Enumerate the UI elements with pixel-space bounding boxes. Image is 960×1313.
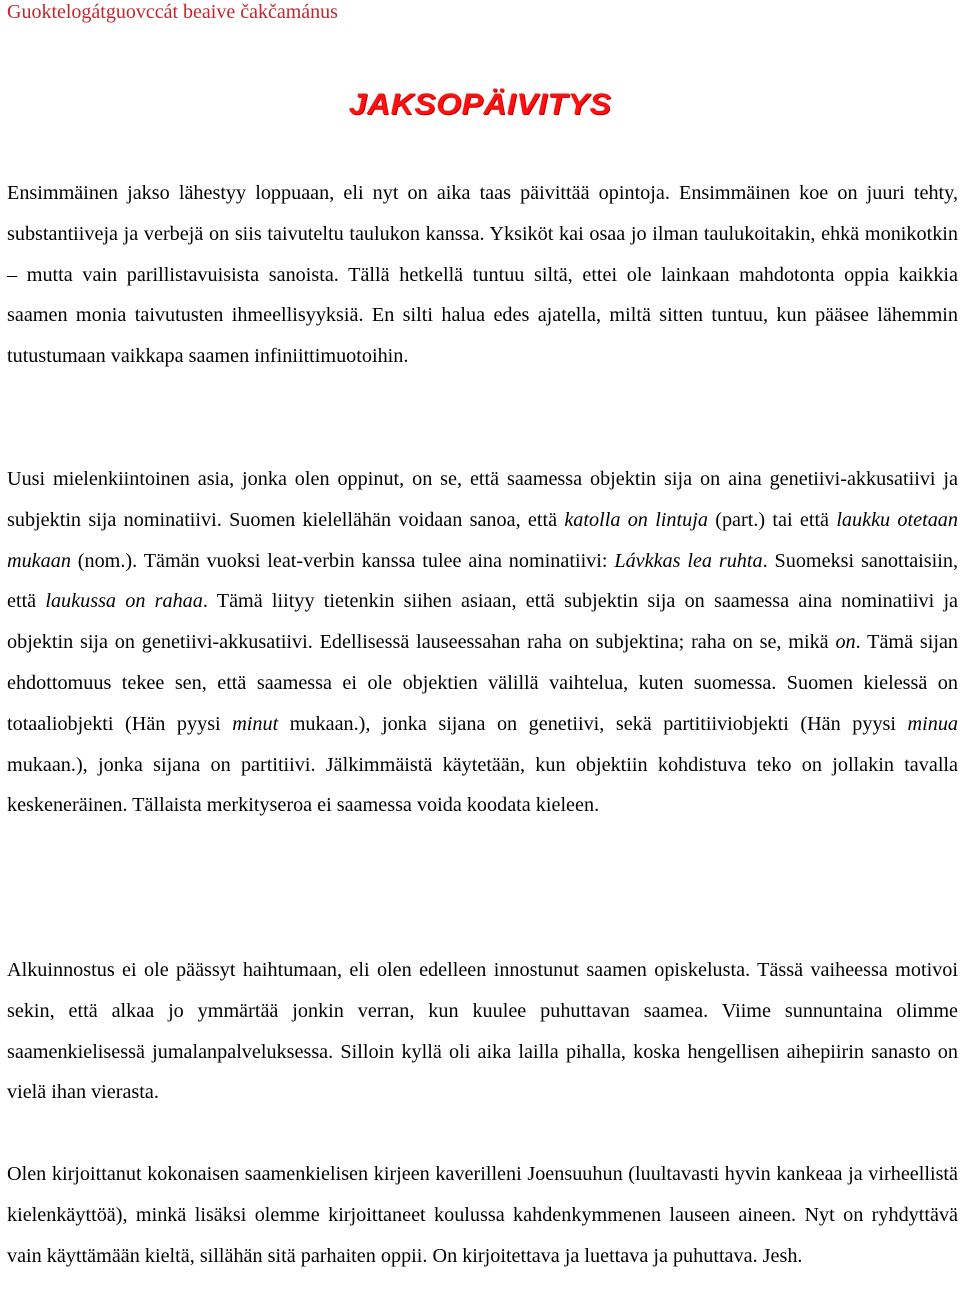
- example-phrase: Lávkkas lea ruhta: [614, 549, 763, 572]
- paragraph-2-text: Uusi mielenkiintoinen asia, jonka olen oppinut, on se, että saamessa objektin sija on aina genetiivi-akkusatiivi ja subjektin sija nominatiivi. Suomen kielellähän voidaan sanoa, että: [7, 468, 958, 531]
- paragraph-4: Olen kirjoittanut kokonaisen saamenkielisen kirjeen kaverilleni Joensuuhun (luultavasti hyvin kankeaa ja virheellistä kielenkäyttöä), minkä lisäksi olemme kirjoittaneet koulussa kahdenkymmenen lauseen aineen. Nyt on ryhdyttävä vain käyttämään kieltä, sillähän sitä parhaiten oppii. On kirjoitettava ja luettava ja puhuttava. Jesh.: [7, 1163, 958, 1267]
- paragraph-2-text: . Tämä liityy tietenkin siihen asiaan, että subjektin sija on saamessa aina nominatiivi ja objektin sija on genetiivi-akkusatiivi. Edellisessä lauseessahan raha on subjektina; raha on se, mikä: [7, 590, 959, 654]
- site-title[interactable]: Guoktelogátguovccát beaive čakčamánus: [7, 1, 338, 23]
- paragraph-2-text: . Suomeksi sanottaisiin, että: [7, 549, 959, 613]
- paragraph-2-text: mukaan.), jonka sijana on partitiivi. Jälkimmäistä käytetään, kun objektiin kohdistuva teko on jollakin tavalla keskeneräinen. Tällaista merkityseroa ei saamessa voida koodata kieleen.: [7, 753, 958, 817]
- example-phrase: minut: [232, 712, 279, 735]
- example-phrase: minua: [907, 712, 958, 735]
- paragraph-2-text: . Tämä sijan ehdottomuus tekee sen, että saamessa ei ole objektien välillä vaihtelua, kuten suomessa. Suomen kielessä on totaaliobjekti (Hän pyysi: [7, 631, 959, 735]
- paragraph-2-text: mukaan.), jonka sijana on genetiivi, sekä partitiiviobjekti (Hän pyysi: [278, 712, 908, 735]
- paragraph-3: Alkuinnostus ei ole päässyt haihtumaan, eli olen edelleen innostunut saamen opiskelusta. Tässä vaiheessa motivoi sekin, että alkaa jo ymmärtää jonkin verran, kun kuulee puhuttavan saamea. Viime sunnuntaina olimme saamenkielisessä jumalanpalveluksessa. Silloin kyllä oli aika lailla pihalla, koska hengellisen aihepiirin sanasto on vielä ihan vierasta.: [7, 959, 958, 1104]
- paragraph-1: Ensimmäinen jakso lähestyy loppuaan, eli nyt on aika taas päivittää opintoja. Ensimmäinen koe on juuri tehty, substantiiveja ja verbejä on siis taivuteltu taulukon kanssa. Yksiköt kai osaa jo ilman taulukoitakin, ehkä monikotkin – mutta vain parillistavuisista sanoista. Tällä hetkellä tuntuu siltä, ettei ole lainkaan mahdotonta oppia kaikkia saamen monia taivutusten ihmeellisyyksiä. En silti halua edes ajatella, miltä sitten tuntuu, kun pääsee lähemmin tutustumaan vaikkapa saamen infiniittimuotoihin.: [7, 182, 958, 368]
- paragraph-2: [7, 459, 958, 826]
- example-phrase: katolla on lintuja: [564, 508, 708, 531]
- example-phrase: on: [835, 631, 856, 654]
- paragraph-2-text: (part.) tai että: [707, 508, 837, 531]
- example-phrase: laukku otetaan mukaan: [7, 508, 958, 572]
- post-title: JAKSOPÄIVITYS: [348, 87, 612, 121]
- example-phrase: laukussa on rahaa: [45, 590, 203, 613]
- paragraph-2-text: (nom.). Tämän vuoksi leat-verbin kanssa tulee aina nominatiivi:: [70, 549, 615, 572]
